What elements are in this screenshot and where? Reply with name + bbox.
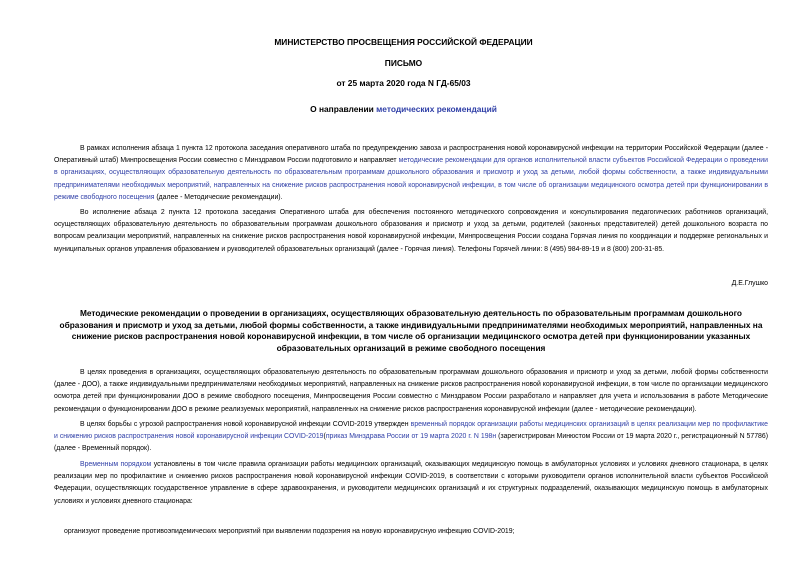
subject-prefix: О направлении [310,104,377,114]
subject-link[interactable]: методических рекомендаций [376,104,497,114]
order-198n-link[interactable]: приказ Минздрава России от 19 марта 2020 г. N 198н [325,433,497,441]
ministry-heading: МИНИСТЕРСТВО ПРОСВЕЩЕНИЯ РОССИЙСКОЙ ФЕДЕРАЦИИ [274,37,533,47]
letter-paragraph-2: Во исполнение абзаца 2 пункта 12 протокола заседания Оперативного штаба для обеспечения постоянного методического сопровождения и консультирования педагогических работников организаций, осуществляющих образовательную деятельность по образовательным программам дошкольного образования и присмотр и уход за детьми, родителей (законных представителей) детей дошкольного возраста по вопросам реализации мероприятий, направленных на снижение рисков распространения новой коронавирусной инфекции, Минпросвещения России создана Горячая линия по координации и поддержке региональных и муниципальных органов управления образованием и руководителей образовательных организаций (далее - Горячая линия). Телефоны Горячей линии: 8 (495) 984-89-19 и 8 (800) 200-31-85. [54,209,768,253]
temporary-procedure-ref-link[interactable]: Временным порядком [80,461,152,468]
doc-date-number: от 25 марта 2020 года N ГД-65/03 [336,78,471,88]
recommendations-title: Методические рекомендации о проведении в организациях, осуществляющих образовательную деятельность по образовательным программам дошкольного образования и присмотр и уход за детьми, любой формы собственности, а также индивидуальными предпринимателями необходимых мероприятий, направленных на снижение рисков распространения новой коронавирусной инфекции, в том числе об организации медицинского осмотра детей при функционировании указанных образовательных организаций в режиме свободного посещения [59,308,763,353]
doc-type-heading: ПИСЬМО [384,58,423,68]
recommendations-paragraph-2 [54,419,768,456]
methodical-recommendations-link[interactable]: методические рекомендации для органов исполнительной власти субъектов Российской Федерации о проведении в организациях, осуществляющих образовательную деятельность по образовательным программам дошкольного образования и присмотр и уход за детьми, любой формы собственности, а также индивидуальными предпринимателями необходимых мероприятий, направленных на снижение рисков распространения новой коронавирусной инфекции, в том числе об организации медицинского осмотра детей при функционировании в режиме свободного посещения [54,157,768,201]
paragraph-text: ( [323,433,326,441]
paragraph-text: В рамках исполнения абзаца 1 пункта 12 протокола заседания оперативного штаба по предупреждению завоза и распространения новой коронавирусной инфекции на территории Российской Федерации (далее - Оперативный штаб) Минпросвещения России совместно с Минздравом России подготовило и направляет [54,145,768,165]
paragraph-text: (далее - Методические рекомендации). [154,193,283,201]
signature: Д.Е.Глушко [731,280,768,287]
list-item: организуют проведение противоэпидемических мероприятий при выявлении подозрения на новую коронавирусную инфекцию COVID-2019; [64,528,515,535]
letter-paragraph-1 [54,143,768,204]
recommendations-paragraph-1: В целях проведения в организациях, осуществляющих образовательную деятельность по образовательным программам дошкольного образования и присмотр и уход за детьми, любой формы собственности (далее - ДОО), а также индивидуальными предпринимателями необходимых мероприятий, направленных на снижение рисков распространения новой коронавирусной инфекции, в том числе по организации медицинского осмотра детей при функционировании ДОО в режиме свободного посещения, Минпросвещения России совместно с Минздравом России разработало и направляет для учета и использования в работе Методические рекомендации о функционировании ДОО в режиме реализуемых мероприятий, направленных на снижение рисков распространения коронавирусной инфекции (далее - методические рекомендации). [54,369,768,413]
letter-subject [0,104,807,114]
paragraph-text: установлены в том числе правила организации работы медицинских организаций, оказывающих медицинскую помощь в амбулаторных условиях и условиях дневного стационара, в целях реализации мер по профилактике и снижению рисков распространения новой коронавирусной инфекции COVID-2019, в соответствии с которыми руководители органов исполнительной власти субъектов Российской Федерации, осуществляющих государственное управление в сфере здравоохранения, и руководители медицинских организаций и их структурных подразделений, оказывающих медицинскую помощь в амбулаторных условиях и условиях дневного стационара: [54,461,768,505]
paragraph-text: (зарегистрирован Минюстом России от 19 марта 2020 г., регистрационный N 57786) (далее - Временный порядок). [54,433,769,453]
paragraph-text: В целях борьбы с угрозой распространения новой коронавирусной инфекции COVID-2019 утвержден [80,421,411,428]
recommendations-paragraph-3 [54,459,768,508]
temporary-procedure-link[interactable]: временный порядок организации работы медицинских организаций в целях реализации мер по профилактике и снижению рисков распространения новой коронавирусной инфекции COVID-2019 [54,421,769,441]
